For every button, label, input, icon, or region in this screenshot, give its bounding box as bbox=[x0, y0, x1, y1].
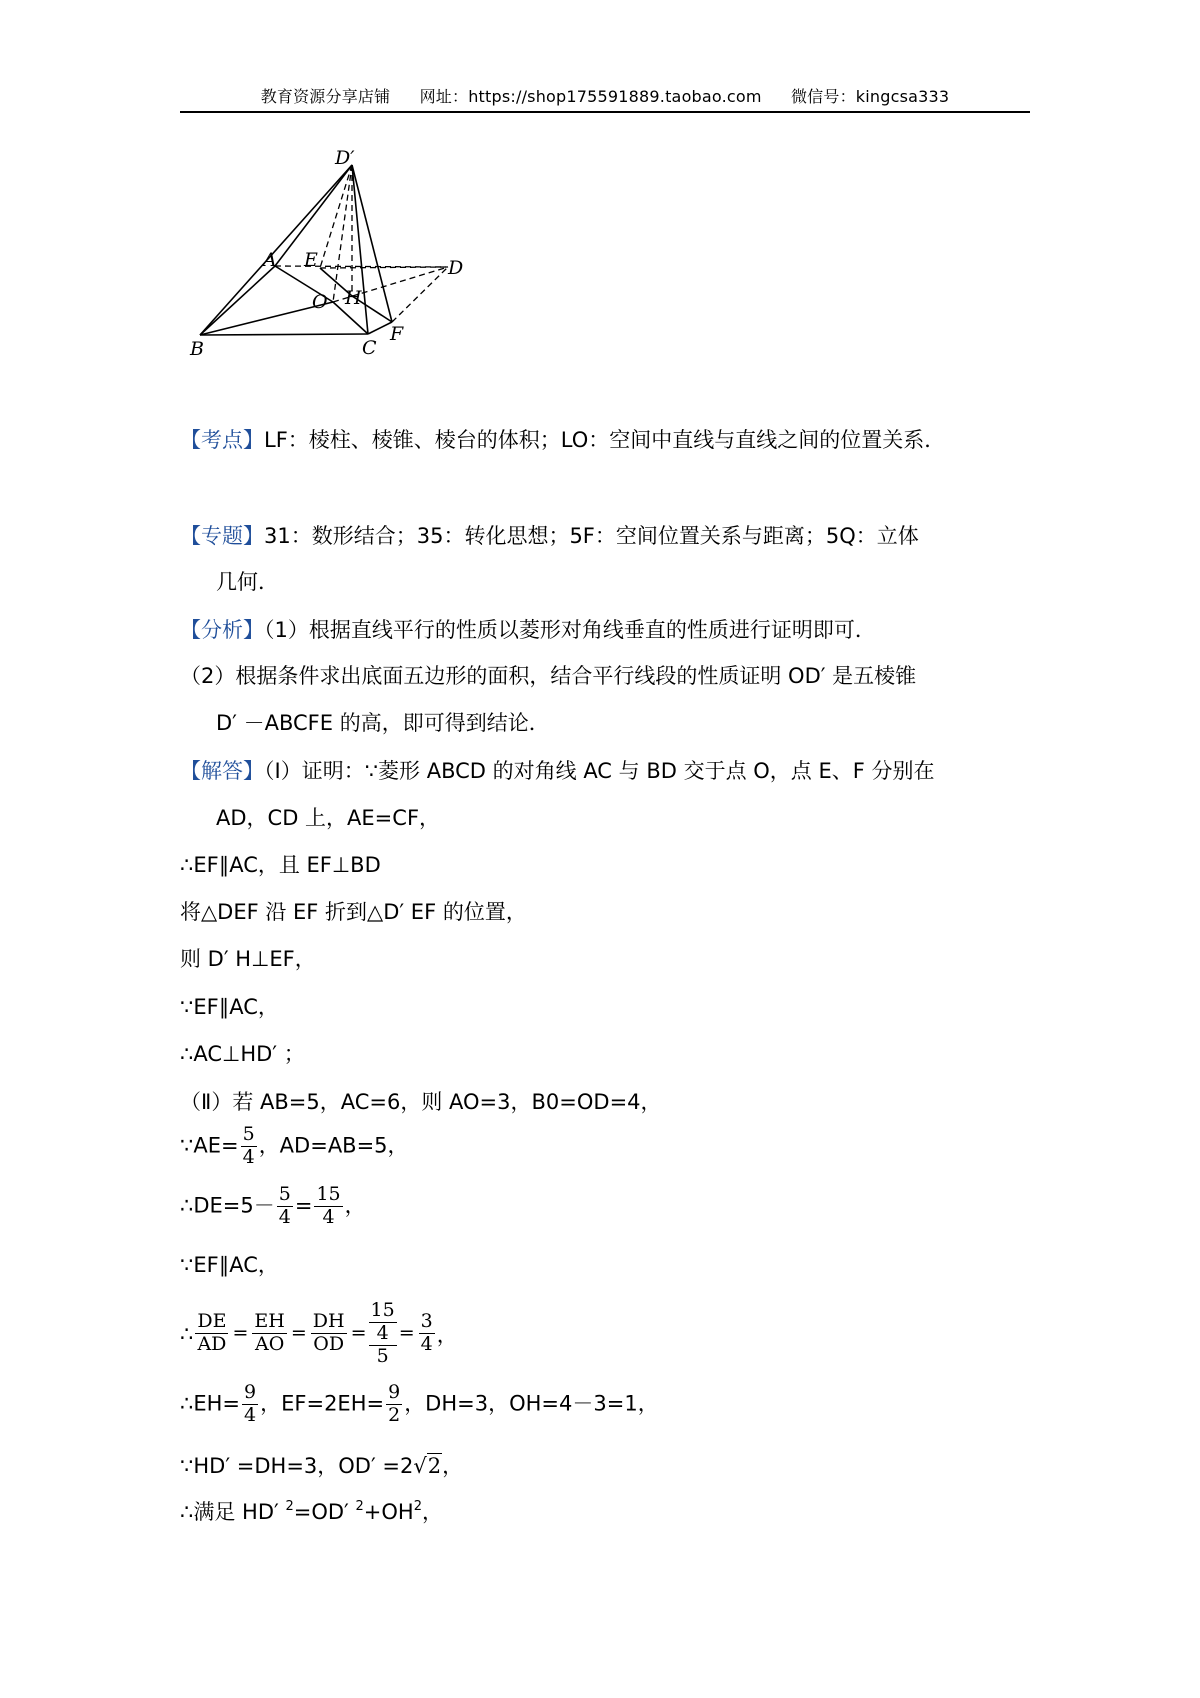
comma: ， bbox=[421, 1500, 443, 1524]
jieda-line-2: AD，CD 上，AE=CF， bbox=[216, 806, 441, 830]
pyramid-figure bbox=[180, 150, 500, 360]
label-A: A bbox=[263, 249, 277, 271]
header-wechat: 微信号：kingcsa333 bbox=[790, 87, 950, 106]
kaodian-tag: 【考点】 bbox=[180, 428, 264, 452]
sol-line-5: ∴AC⊥HD′ ； bbox=[180, 1042, 305, 1066]
sol-line-4: ∵EF∥AC， bbox=[180, 995, 279, 1019]
page-header bbox=[180, 84, 1030, 107]
fraction-5-4-b: $\frac{5}{4}$ bbox=[278, 1183, 291, 1228]
fraction-5-4: $\frac{5}{4}$ bbox=[242, 1123, 255, 1168]
kaodian-text: LF：棱柱、棱锥、棱台的体积；LO：空间中直线与直线之间的位置关系． bbox=[264, 428, 946, 452]
equals-sign: = bbox=[294, 1193, 313, 1218]
sol-line-6: （Ⅱ）若 AB=5，AC=6，则 AO=3，B0=OD=4， bbox=[180, 1090, 662, 1114]
eq-2: = bbox=[290, 1321, 307, 1344]
fraction-nested-15-4-over-5: $\frac{15}{4}$ 5 bbox=[370, 1299, 395, 1367]
sol-line-1: ∴EF∥AC，且 EF⊥BD bbox=[180, 853, 381, 877]
label-D-prime: D′ bbox=[335, 150, 355, 169]
sol-line-13 bbox=[180, 1496, 443, 1526]
eq-1: = bbox=[232, 1321, 249, 1344]
fraction-DE-AD: $\frac{DE}{AD}$ bbox=[197, 1310, 227, 1356]
sol-line-2: 将△DEF 沿 EF 折到△D′ EF 的位置， bbox=[180, 900, 527, 924]
fraction-15-4: $\frac{15}{4}$ bbox=[316, 1183, 341, 1228]
hd-od-text: ∵HD′ =DH=3，OD′ =2 bbox=[180, 1454, 414, 1478]
oh-text: +OH bbox=[363, 1500, 414, 1524]
fenxi-line-3: D′ －ABCFE 的高，即可得到结论． bbox=[216, 711, 550, 735]
label-B: B bbox=[190, 338, 204, 360]
sol-line-8 bbox=[180, 1184, 366, 1229]
sup-2: 2 bbox=[285, 1499, 294, 1514]
de-prefix: ∴DE=5－ bbox=[180, 1193, 275, 1218]
dh-oh-text: ，DH=3，OH=4－3=1， bbox=[404, 1391, 659, 1416]
sqrt-2: √2 bbox=[413, 1454, 442, 1478]
sol-line-3: 则 D′ H⊥EF， bbox=[180, 947, 316, 971]
satisfy-text: ∴满足 HD′ bbox=[180, 1500, 286, 1524]
edge-B-C bbox=[200, 334, 368, 335]
header-shop: 教育资源分享店铺 bbox=[260, 87, 391, 106]
fenxi-line-2: （2）根据条件求出底面五边形的面积，结合平行线段的性质证明 OD′ 是五棱锥 bbox=[180, 664, 917, 688]
label-D: D bbox=[448, 257, 464, 279]
zhuanti-tag: 【专题】 bbox=[180, 524, 264, 548]
edge-C-F bbox=[368, 322, 392, 334]
edge-B-A bbox=[200, 266, 275, 335]
zhuanti-line-2: 几何． bbox=[216, 570, 279, 594]
jieda-text: （Ⅰ）证明：∵菱形 ABCD 的对角线 AC 与 BD 交于点 O，点 E、F 分别在 bbox=[264, 759, 935, 783]
comma: ， bbox=[344, 1193, 366, 1218]
fraction-DH-OD: $\frac{DH}{OD}$ bbox=[312, 1310, 345, 1356]
edge-Dp-E bbox=[320, 165, 352, 268]
sup-2: 2 bbox=[413, 1499, 422, 1514]
fraction-EH-AO: $\frac{EH}{AO}$ bbox=[254, 1310, 285, 1356]
fraction-3-4: $\frac{3}{4}$ bbox=[420, 1310, 433, 1356]
sol-line-11 bbox=[180, 1382, 659, 1427]
sol-line-7 bbox=[180, 1124, 409, 1169]
sol-line-9: ∵EF∥AC， bbox=[180, 1253, 279, 1277]
jieda-line-1 bbox=[180, 755, 934, 785]
therefore-sign: ∴ bbox=[180, 1321, 194, 1346]
od-text: =OD′ bbox=[293, 1500, 356, 1524]
fenxi-tag: 【分析】 bbox=[180, 618, 264, 642]
fraction-9-2: $\frac{9}{2}$ bbox=[388, 1381, 401, 1426]
label-F: F bbox=[390, 323, 404, 345]
sol-line-10 bbox=[180, 1300, 458, 1368]
header-site[interactable]: 网址：https://shop175591889.taobao.com bbox=[419, 87, 762, 106]
fraction-9-4: $\frac{9}{4}$ bbox=[244, 1381, 257, 1426]
header-divider bbox=[180, 111, 1030, 113]
label-O: O bbox=[312, 291, 328, 313]
comma: ， bbox=[442, 1454, 464, 1478]
fenxi-text: （1）根据直线平行的性质以菱形对角线垂直的性质进行证明即可． bbox=[264, 618, 876, 642]
sol-line-12 bbox=[180, 1450, 463, 1480]
kaodian-line bbox=[180, 424, 945, 454]
eq-4: = bbox=[398, 1321, 415, 1344]
fenxi-line-1 bbox=[180, 614, 876, 644]
ef-text: ，EF=2EH= bbox=[260, 1391, 385, 1416]
jieda-tag: 【解答】 bbox=[180, 759, 264, 783]
label-C: C bbox=[362, 337, 377, 359]
sup-2: 2 bbox=[355, 1499, 364, 1514]
zhuanti-text: 31：数形结合；35：转化思想；5F：空间位置关系与距离；5Q：立体 bbox=[264, 524, 919, 548]
ad-equals: ，AD=AB=5， bbox=[258, 1133, 409, 1158]
label-E: E bbox=[304, 249, 318, 271]
comma: ， bbox=[436, 1322, 458, 1347]
zhuanti-line-1 bbox=[180, 520, 919, 550]
eh-prefix: ∴EH= bbox=[180, 1391, 241, 1416]
label-H: H bbox=[345, 287, 362, 309]
eq-3: = bbox=[350, 1321, 367, 1344]
ae-prefix: ∵AE= bbox=[180, 1133, 239, 1158]
